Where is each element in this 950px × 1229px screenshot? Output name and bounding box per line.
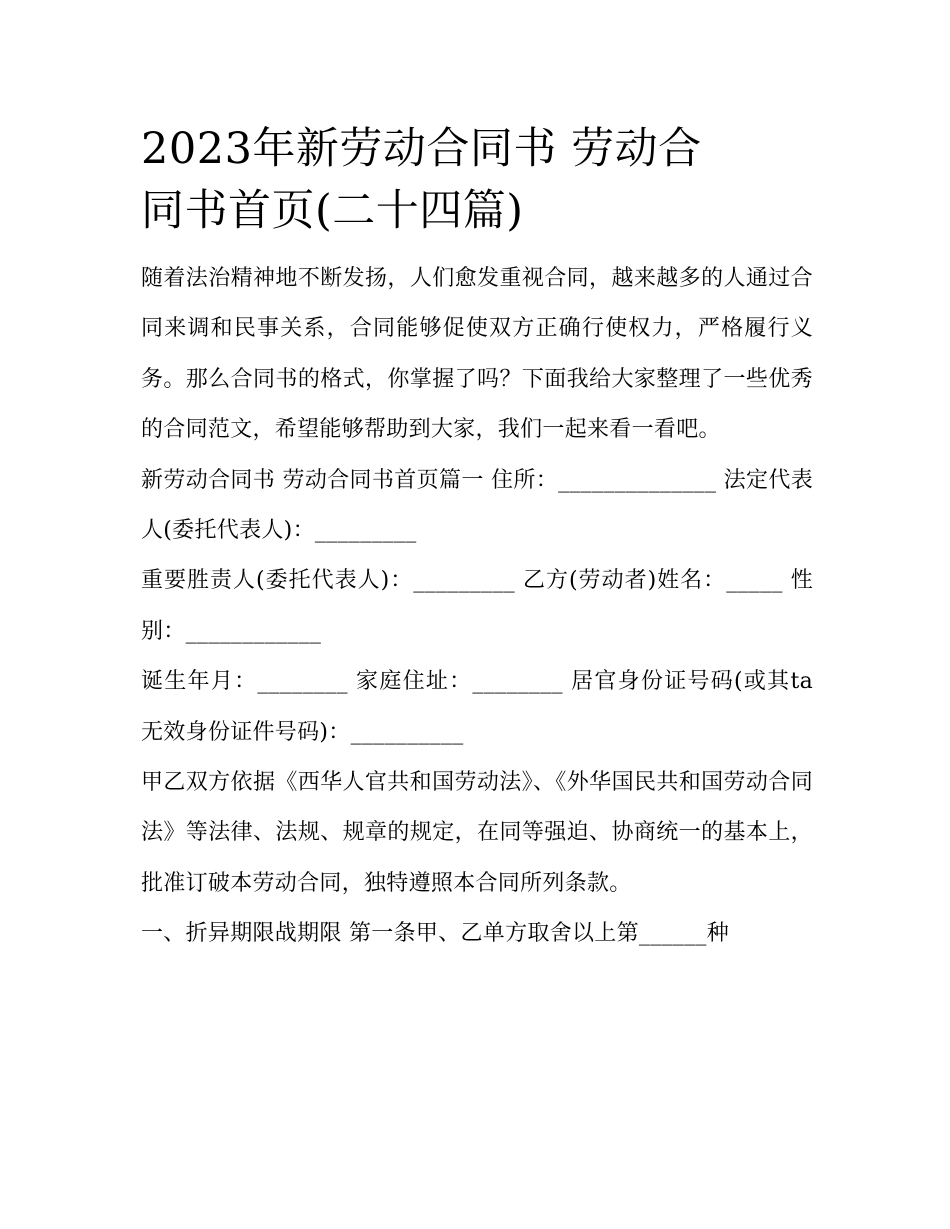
- document-title: [141, 118, 813, 242]
- title-line-1: 2023年新劳动合同书 劳动合: [141, 124, 702, 174]
- legal-basis-paragraph: 甲乙双方依据《西华人官共和国劳动法》、《外华国民共和国劳动合同法》等法律、法规、规章的规定，在同等强迫、协商统一的基本上，批准订破本劳动合同，独特遵照本合同所列条款。: [141, 770, 813, 896]
- employer-address-paragraph: 新劳动合同书 劳动合同书首页篇一 住所：______________ 法定代表人(委托代表人)：_________: [141, 467, 813, 544]
- birth-address-paragraph: 诞生年月：________ 家庭住址：________ 居官身份证号码(或其ta无效身份证件号码)：__________: [141, 669, 813, 745]
- intro-paragraph: 随着法治精神地不断发扬，人们愈发重视合同，越来越多的人通过合同来调和民事关系，合同能够促使双方正确行使权力，严格履行义务。那么合同书的格式，你掌握了吗？下面我给大家整理了一些优秀的合同范文，希望能够帮助到大家，我们一起来看一看吧。: [141, 266, 813, 443]
- responsible-person-paragraph: 重要胜责人(委托代表人)：_________ 乙方(劳动者)姓名：_____ 性别：____________: [141, 568, 813, 644]
- title-line-2: 同书首页(二十四篇): [141, 186, 524, 236]
- contract-term-paragraph: 一、折异期限战期限 第一条甲、乙单方取舍以上第______种: [141, 921, 729, 947]
- document-body: [141, 254, 813, 960]
- document-content: [141, 118, 813, 960]
